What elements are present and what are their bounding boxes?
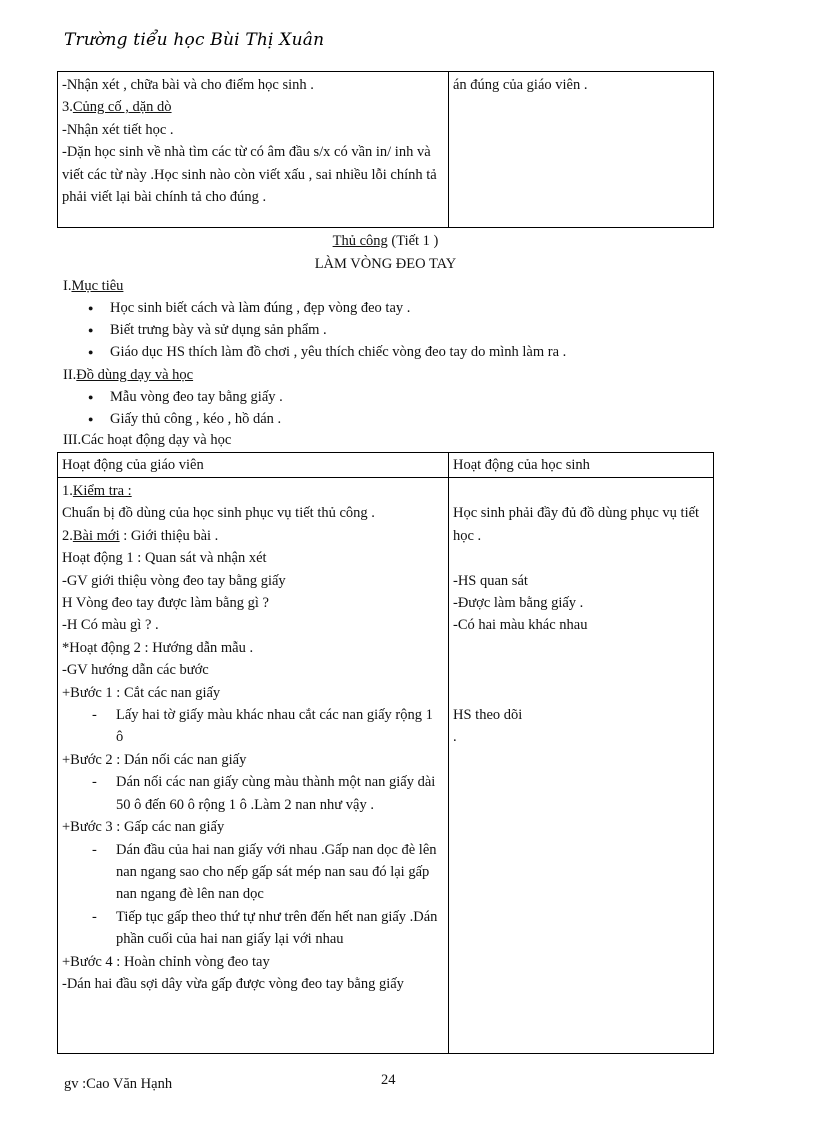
teacher-line: H Vòng đeo tay được làm bằng gì ? <box>62 595 269 612</box>
teacher-line: Hoạt động 1 : Quan sát và nhận xét <box>62 550 267 567</box>
student-activities-cell <box>449 478 714 1054</box>
page-number: 24 <box>381 1072 396 1088</box>
top-table-student-cell <box>449 72 714 228</box>
lesson-title: LÀM VÒNG ĐEO TAY <box>314 256 457 272</box>
review-line: -Nhận xét tiết học . <box>62 121 174 138</box>
top-table-teacher-cell <box>58 72 449 228</box>
check-text: Chuẩn bị đồ dùng của học sinh phục vụ tiết thủ công . <box>62 505 375 522</box>
top-table <box>57 71 714 228</box>
step4-detail: -Dán hai đầu sợi dây vừa gấp được vòng đeo tay bằng giấy <box>62 975 404 992</box>
school-header: Trường tiểu học Bùi Thị Xuân <box>64 30 325 50</box>
step4-heading: +Bước 4 : Hoàn chỉnh vòng đeo tay <box>62 953 270 970</box>
lesson-subject-line <box>57 230 714 252</box>
materials-heading: II.Đồ dùng dạy và học <box>63 367 194 383</box>
step1-detail: - Lấy hai tờ giấy màu khác nhau cắt các nan giấy rộng 1 ô <box>62 704 443 749</box>
goal-item: ● Học sinh biết cách và làm đúng , đẹp vòng đeo tay . <box>84 297 566 319</box>
teacher-name: gv :Cao Văn Hạnh <box>64 1076 173 1092</box>
new-lesson-title: Bài mới <box>72 527 120 544</box>
teacher-line: -H Có màu gì ? . <box>62 617 159 634</box>
teacher-line: -GV hướng dẫn các bước <box>62 662 209 679</box>
step2-detail: - Dán nối các nan giấy cùng màu thành một nan giấy dài 50 ô đến 60 ô rộng 1 ô .Làm 2 nan như vậy . <box>62 771 443 816</box>
goals-list <box>84 297 566 363</box>
student-follow: HS theo dõi <box>453 706 523 723</box>
student-answer-line: án đúng của giáo viên . <box>453 77 588 93</box>
activities-table <box>57 452 714 1054</box>
materials-list <box>84 386 283 430</box>
new-lesson-heading: 2.Bài mới : Giới thiệu bài . <box>62 527 219 544</box>
goals-title: Mục tiêu <box>71 278 124 294</box>
goal-item: ● Biết trưng bày và sử dụng sản phẩm . <box>84 319 566 341</box>
student-paper: -Được làm bằng giấy . <box>453 595 584 611</box>
teacher-line: -GV giới thiệu vòng đeo tay bằng giấy <box>62 572 286 589</box>
grading-line: -Nhận xét , chữa bài và cho điểm học sinh . <box>62 77 314 93</box>
teacher-line: *Hoạt động 2 : Hướng dẫn mẫu . <box>62 639 254 656</box>
student-dot: . <box>453 729 457 746</box>
consolidate-title: Củng cố , dặn dò <box>72 99 172 116</box>
consolidate-heading: 3.Củng cố , dặn dò <box>62 99 172 116</box>
teacher-activities-cell <box>58 478 449 1054</box>
step3-detail: - Tiếp tục gấp theo thứ tự như trên đến hết nan giấy .Dán phần cuối của hai nan giấy lại với nhau <box>62 906 443 951</box>
student-observe: -HS quan sát <box>453 572 528 589</box>
homework-line: -Dặn học sinh về nhà tìm các từ có âm đầu s/x có vần in/ inh và viết các từ này .Học sinh nào còn viết xấu , sai nhiều lỗi chính tả phải viết lại bài chính tả cho đúng . <box>62 144 437 206</box>
check-title: Kiểm tra : <box>72 483 132 499</box>
student-colors: -Có hai màu khác nhau <box>453 617 588 634</box>
step1-heading: +Bước 1 : Cắt các nan giấy <box>62 684 221 701</box>
step3-heading: +Bước 3 : Gấp các nan giấy <box>62 819 225 836</box>
lesson-subject: Thủ công <box>332 233 388 249</box>
material-item: ● Giấy thủ công , kéo , hồ dán . <box>84 408 283 430</box>
goal-item: ● Giáo dục HS thích làm đồ chơi , yêu thích chiếc vòng đeo tay do mình làm ra . <box>84 341 566 363</box>
check-heading: 1.Kiểm tra : <box>62 483 132 499</box>
col-header-teacher: Hoạt động của giáo viên <box>58 453 449 478</box>
col-header-student: Hoạt động của học sinh <box>449 453 714 478</box>
step2-heading: +Bước 2 : Dán nối các nan giấy <box>62 751 247 768</box>
step3-detail: - Dán đầu của hai nan giấy với nhau .Gấp nan dọc đè lên nan ngang sao cho nếp gấp sát mép nan sau đó lại gấp nan ngang đè lên nan dọc <box>62 839 443 906</box>
material-item: ● Mẫu vòng đeo tay bằng giấy . <box>84 386 283 408</box>
materials-title: Đồ dùng dạy và học <box>76 367 194 383</box>
goals-heading: I.Mục tiêu <box>63 278 124 294</box>
lesson-period: (Tiết 1 ) <box>391 233 439 249</box>
activities-heading: III.Các hoạt động dạy và học <box>63 432 232 448</box>
student-prepare: Học sinh phải đầy đủ đồ dùng phục vụ tiết học . <box>453 505 700 544</box>
